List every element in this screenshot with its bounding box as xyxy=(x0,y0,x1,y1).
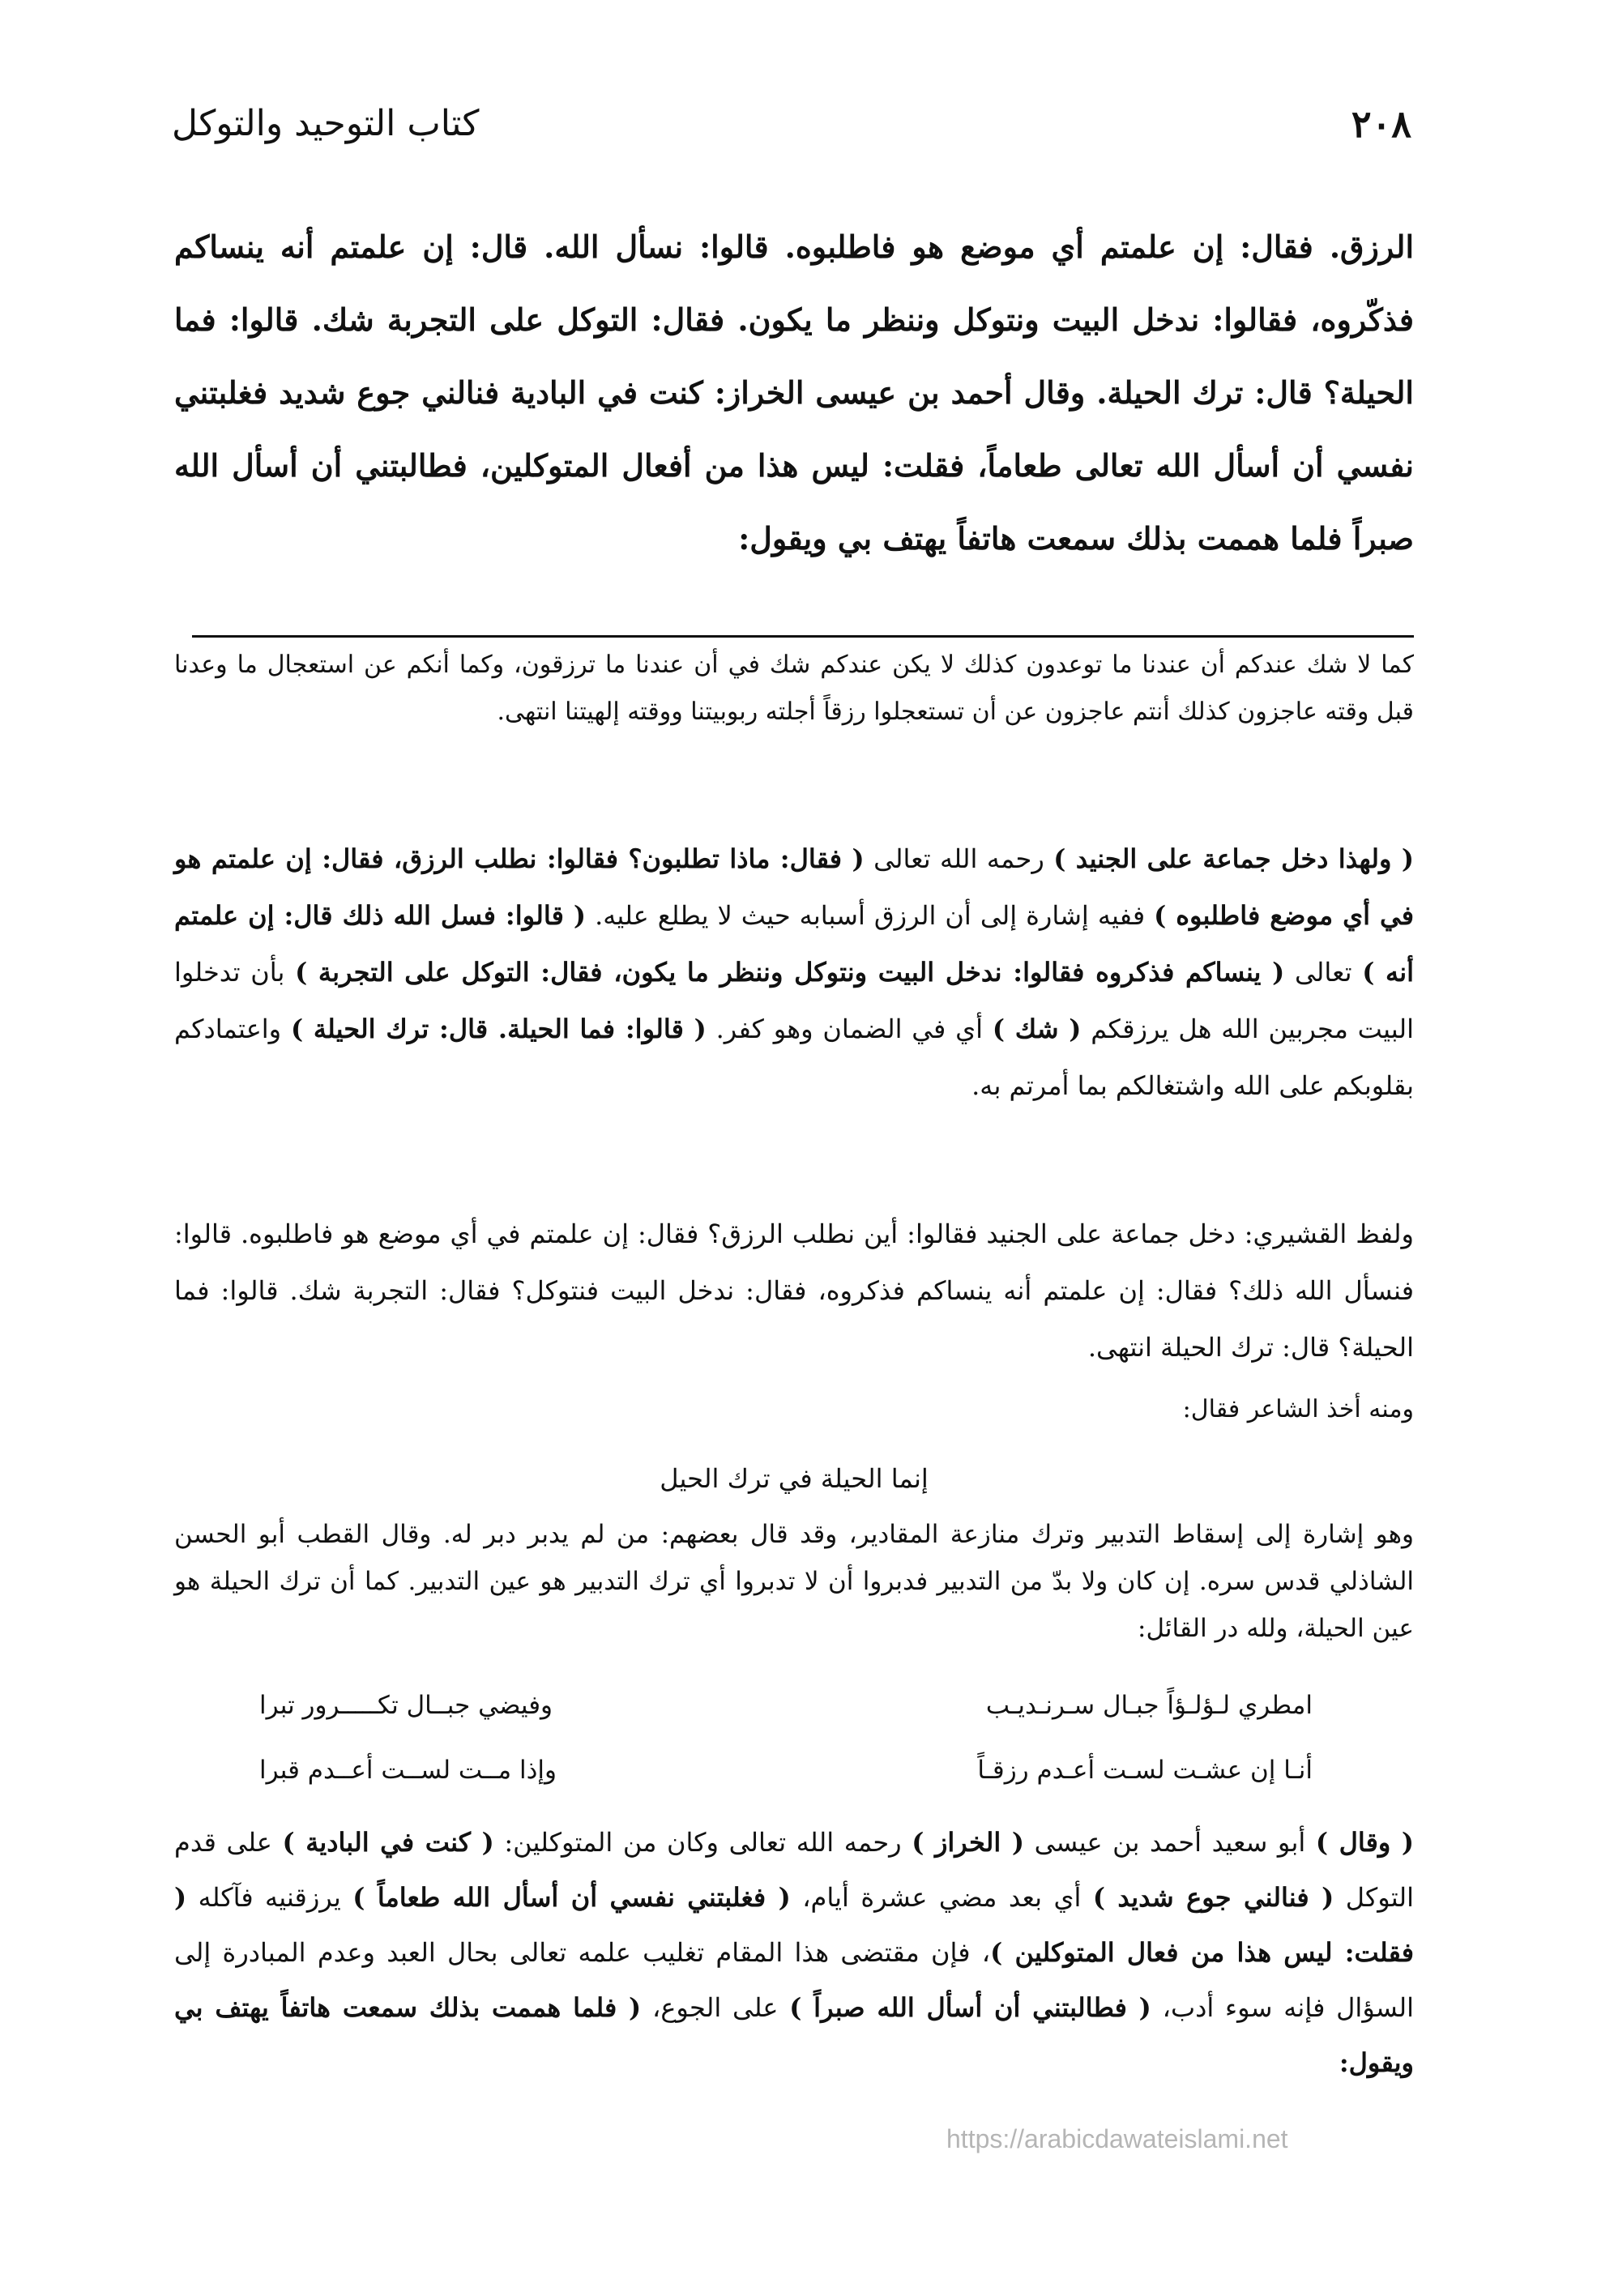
poem-hemistich-first: امطري لـؤلـؤاً جبـال سـرنـديـب xyxy=(985,1691,1313,1720)
commentary-text-run: أي بعد مضي عشرة أيام، xyxy=(790,1882,1093,1913)
commentary-paragraph-3: ومنه أخذ الشاعر فقال: xyxy=(1182,1395,1414,1423)
poem-hemistich-first: أنـا إن عشـت لسـت أعـدم رزقـاً xyxy=(977,1756,1313,1785)
quoted-text-run: ( ولهذا دخل جماعة على الجنيد ) xyxy=(1053,843,1415,874)
commentary-paragraph-2: ولفظ القشيري: دخل جماعة على الجنيد فقالوا: أين نطلب الرزق؟ فقال: إن علمتم في أي موضع هو فاطلبوه. قالوا: فنسأل الله ذلك؟ فقال: إن علمتم أنه ينساكم فذكروه، فقال: ندخل البيت فنتوكل؟ فقال: التجربة شك. قالوا: فما الحيلة؟ قال: ترك الحيلة انتهى. xyxy=(174,1218,1415,1363)
commentary-paragraph-1 xyxy=(174,830,1414,1114)
page-header xyxy=(172,96,1411,169)
quoted-text-run: ( وقال ) xyxy=(1315,1827,1415,1858)
commentary-text-run: تعالى xyxy=(1284,957,1363,988)
book-title: كتاب التوحيد والتوكل xyxy=(172,103,480,144)
commentary-text-run: أبو سعيد أحمد بن عيسى xyxy=(1023,1827,1316,1858)
quoted-text-run: ( الخراز ) xyxy=(912,1827,1024,1858)
commentary-text-run: رحمه الله تعالى xyxy=(864,843,1054,874)
poem-hemistich-second: وإذا مــت لســت أعــدم قبرا xyxy=(259,1756,557,1785)
commentary-text-run: على قدم التوكل xyxy=(174,1827,1415,1913)
quoted-text-run: ( كنت في البادية ) xyxy=(282,1827,494,1858)
commentary-text-run: بأن تدخلوا البيت مجربين الله هل يرزقكم xyxy=(174,957,1415,1044)
quoted-text-run: ( فلما هممت بذلك سمعت هاتفاً يهتف بي ويقول: xyxy=(174,1992,1414,2078)
poem-line xyxy=(259,1681,1313,1730)
quoted-text-run: ( فقلت: ليس هذا من فعال المتوكلين ) xyxy=(174,1882,1415,1968)
commentary-text-run: على الجوع، xyxy=(641,1992,790,2023)
poem-hemistich-second: وفيضي جبــال تكـــــرور تبرا xyxy=(259,1691,553,1720)
main-text: الرزق. فقال: إن علمتم أي موضع هو فاطلبوه. قالوا: نسأل الله. قال: إن علمتم أنه ينساكم فذكّروه، فقالوا: ندخل البيت ونتوكل وننظر ما يكون. فقال: التوكل على التجربة شك. قالوا: فما الحيلة؟ قال: ترك الحيلة. وقال أحمد بن عيسى الخراز: كنت في البادية فنالني جوع شديد فغلبتني نفسي أن أسأل الله تعالى طعاماً، فقلت: ليس هذا من أفعال المتوكلين، فطالبتني أن أسأل الله صبراً فلما هممت بذلك سمعت هاتفاً يهتف بي ويقول: xyxy=(174,228,1414,557)
commentary-text-run: رحمه الله تعالى وكان من المتوكلين: xyxy=(493,1827,912,1858)
quoted-text-run: ( فغلبتني نفسي أن أسأل الله طعاماً ) xyxy=(352,1882,791,1913)
commentary-text-run: أي في الضمان وهو كفر. xyxy=(706,1014,993,1044)
quoted-text-run: ( ينساكم فذكروه فقالوا: ندخل البيت ونتوكل وننظر ما يكون، فقال: التوكل على التجربة ) xyxy=(295,957,1285,988)
poem-line xyxy=(259,1746,1313,1795)
quoted-text-run: ( قالوا: فما الحيلة. قال: ترك الحيلة ) xyxy=(290,1014,707,1044)
footnote: كما لا شك عندكم أن عندنا ما توعدون كذلك لا يكن عندكم شك في أن عندنا ما ترزقون، وكما أنكم عن استعجال ما وعدنا قبل وقته عاجزون كذلك أنتم عاجزون عن أن تستعجلوا رزقاً أجلته ربوبيتنا ووقته إلهيتنا انتهى. xyxy=(174,651,1414,726)
quoted-text-run: ( فقال: ماذا تطلبون؟ فقالوا: نطلب الرزق، فقال: إن علمتم هو في أي موضع فاطلبوه ) xyxy=(174,843,1415,931)
page-number: ٢٠٨ xyxy=(1351,102,1411,146)
commentary-text-run: واعتمادكم بقلوبكم على الله واشتغالكم بما أمرتم به. xyxy=(174,1014,1414,1101)
commentary-text-run: ، فإن مقتضى هذا المقام تغليب علمه تعالى بحال العبد وعدم المبادرة إلى السؤال فإنه سوء أدب، xyxy=(174,1937,1415,2023)
verse-hemistich: إنما الحيلة في ترك الحيل xyxy=(660,1463,929,1494)
quoted-text-run: ( قالوا: فسل الله ذلك قال: إن علمتم أنه ) xyxy=(174,900,1415,988)
quoted-text-run: ( شك ) xyxy=(992,1014,1082,1044)
quoted-text-run: ( فنالني جوع شديد ) xyxy=(1092,1882,1334,1913)
commentary-paragraph-4: وهو إشارة إلى إسقاط التدبير وترك منازعة المقادير، وقد قال بعضهم: من لم يدبر دبر له. وقال القطب أبو الحسن الشاذلي قدس سره. إن كان ولا بدّ من التدبير فدبروا أن لا تدبروا أي ترك التدبير هو عين التدبير. كما أن ترك الحيلة هو عين الحيلة، ولله در القائل: xyxy=(174,1520,1414,1643)
footnote-divider xyxy=(192,635,1414,638)
commentary-paragraph-5 xyxy=(174,1815,1414,2090)
commentary-text-run: يرزقنيه فآكله xyxy=(186,1882,353,1913)
watermark-url: https://arabicdawateislami.net xyxy=(946,2124,1288,2153)
quoted-text-run: ( فطالبتني أن أسأل الله صبراً ) xyxy=(789,1992,1151,2023)
commentary-text-run: ففيه إشارة إلى أن الرزق أسبابه حيث لا يطلع عليه. xyxy=(586,900,1155,931)
